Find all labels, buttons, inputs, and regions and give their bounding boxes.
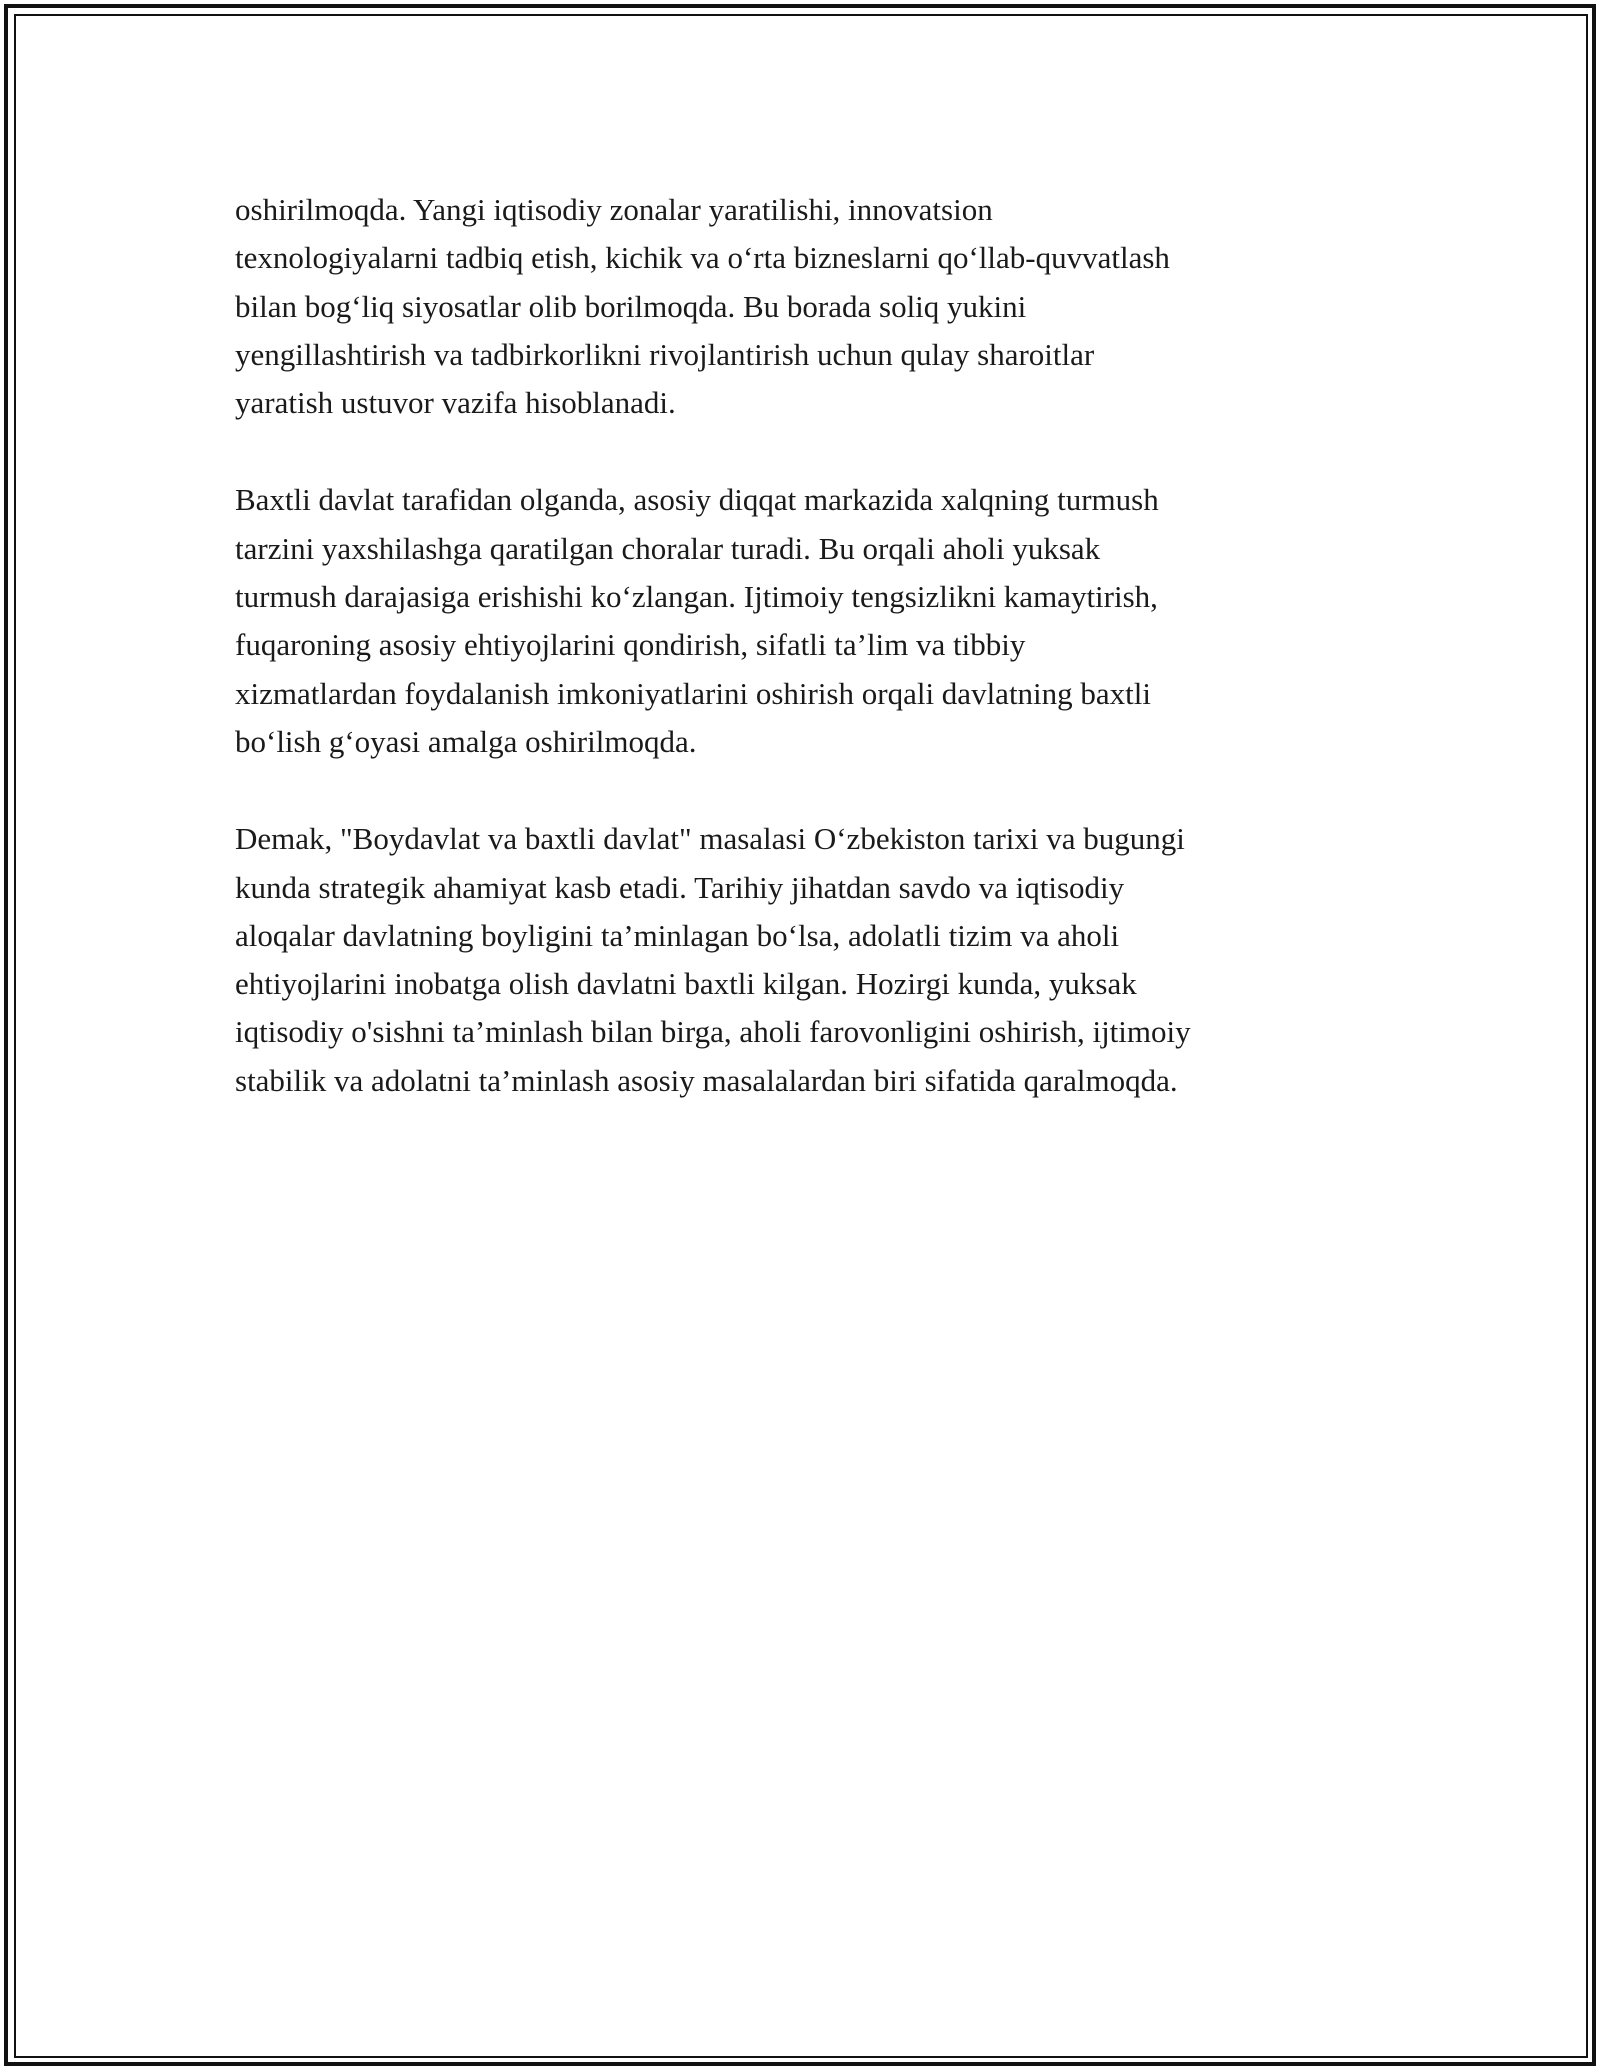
paragraph-3: Demak, "Boydavlat va baxtli davlat" masalasi O‘zbekiston tarixi va bugungi kunda strategik ahamiyat kasb etadi. Tarihiy jihatdan savdo va iqtisodiy aloqalar davlatning boyligini ta’minlagan bo‘lsa, adolatli tizim va aholi ehtiyojlarini inobatga olish davlatni baxtli kilgan. Hozirgi kunda, yuksak iqtisodiy o'sishni ta’minlash bilan birga, aholi farovonligini oshirish, ijtimoiy stabilik va adolatni ta’minlash asosiy masalalardan biri sifatida qaralmoqda. xyxy=(235,821,1191,1098)
paragraph-2: Baxtli davlat tarafidan olganda, asosiy diqqat markazida xalqning turmush tarzini yaxshilashga qaratilgan choralar turadi. Bu orqali aholi yuksak turmush darajasiga erishishi ko‘zlangan. Ijtimoiy tengsizlikni kamaytirish, fuqaroning asosiy ehtiyojlarini qondirish, sifatli ta’lim va tibbiy xizmatlardan foydalanish imkoniyatlarini oshirish orqali davlatning baxtli bo‘lish g‘oyasi amalga oshirilmoqda. xyxy=(235,482,1159,759)
paragraph-1: oshirilmoqda. Yangi iqtisodiy zonalar yaratilishi, innovatsion texnologiyalarni tadbiq etish, kichik va o‘rta bizneslarni qo‘llab-quvvatlash bilan bog‘liq siyosatlar olib borilmoqda. Bu borada soliq yukini yengillashtirish va tadbirkorlikni rivojlantirish uchun qulay sharoitlar yaratish ustuvor vazifa hisoblanadi. xyxy=(235,192,1170,421)
document-body xyxy=(235,186,1380,1154)
